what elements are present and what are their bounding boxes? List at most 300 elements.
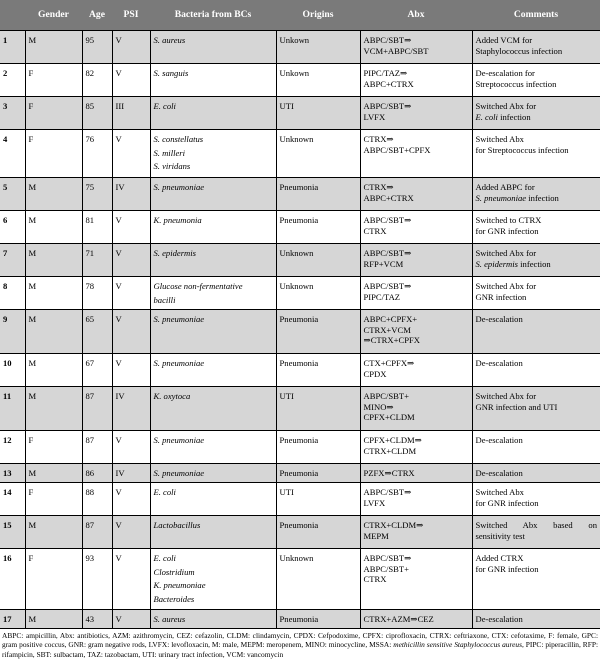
comment-line: [476, 226, 598, 237]
cell-gender: [25, 64, 82, 97]
abx-regimen-line: CPDX: [363, 368, 387, 379]
cell-origin: [276, 354, 360, 387]
abx-regimen-line: CTRX+CLDM⇒: [363, 520, 424, 530]
table-row: [0, 64, 600, 97]
cell-comments: [472, 64, 600, 97]
cell-case-number: [0, 549, 25, 610]
abx-regimen-line: LVFX: [363, 497, 386, 508]
cell-origin: [276, 277, 360, 310]
gender-value: F: [28, 134, 34, 144]
abbreviations-footnote: [0, 629, 600, 659]
gender-value: M: [28, 358, 37, 368]
gender-value: M: [28, 520, 37, 530]
cell-psi: [112, 310, 150, 354]
abx-regimen-line: CTRX⇒: [363, 182, 394, 192]
abx-regimen-line: ABPC+CTRX: [363, 192, 414, 203]
comment-line: [476, 215, 598, 226]
origin-value: Pneumonia: [279, 614, 319, 624]
comment-line: [476, 35, 598, 46]
comment-text: De-escalation: [475, 435, 523, 445]
cell-origin: [276, 97, 360, 130]
origin-value: Pneumonia: [279, 215, 319, 225]
cell-origin: [276, 464, 360, 483]
cell-bacteria: [150, 516, 276, 549]
comment-text: Staphylococcus infection: [475, 45, 563, 56]
cell-psi: [112, 244, 150, 277]
table-row: [0, 387, 600, 431]
cell-bacteria: [150, 97, 276, 130]
case-number: 10: [3, 358, 12, 368]
cell-bacteria: [150, 483, 276, 516]
cell-comments: [472, 244, 600, 277]
abx-regimen-line: CTRX⇒: [363, 134, 394, 144]
cell-abx: [360, 483, 472, 516]
cell-psi: [112, 211, 150, 244]
age-value: 65: [85, 314, 95, 324]
cell-gender: [25, 431, 82, 464]
cell-case-number: [0, 310, 25, 354]
cell-gender: [25, 610, 82, 629]
case-number: 1: [3, 35, 8, 45]
cell-bacteria: [150, 31, 276, 64]
abx-regimen-line: MINO⇒: [363, 401, 394, 412]
abx-regimen-line: MEPM: [363, 530, 389, 541]
psi-value: IV: [115, 182, 125, 192]
origin-value: Pneumonia: [279, 358, 319, 368]
cell-origin: [276, 310, 360, 354]
table-body: [0, 31, 600, 629]
cell-case-number: [0, 387, 25, 431]
cell-abx: [360, 211, 472, 244]
cell-comments: [472, 97, 600, 130]
case-number: 11: [3, 391, 12, 401]
psi-value: V: [115, 281, 122, 291]
psi-value: V: [115, 68, 122, 78]
age-value: 78: [85, 281, 95, 291]
cell-age: [82, 130, 112, 178]
cell-gender: [25, 211, 82, 244]
abx-regimen-line: ABPC+CTRX: [363, 78, 414, 89]
bacteria-name: S. constellatus: [153, 134, 204, 144]
psi-value: V: [115, 358, 122, 368]
gender-value: M: [28, 614, 37, 624]
gender-value: M: [28, 182, 37, 192]
table-row: [0, 431, 600, 464]
comment-text: Switched to CTRX: [475, 215, 542, 225]
abx-regimen-line: ABPC/SBT⇒: [363, 215, 412, 225]
cell-gender: [25, 130, 82, 178]
cell-age: [82, 549, 112, 610]
cell-abx: [360, 31, 472, 64]
table-row: [0, 610, 600, 629]
comment-text: infection: [518, 258, 551, 269]
gender-value: F: [28, 435, 34, 445]
cell-abx: [360, 549, 472, 610]
abx-regimen-line: PIPC/TAZ: [363, 291, 401, 302]
col-header-number: [0, 0, 25, 31]
cell-abx: [360, 244, 472, 277]
cell-bacteria: [150, 244, 276, 277]
cell-psi: [112, 130, 150, 178]
cell-bacteria: [150, 178, 276, 211]
gender-value: M: [28, 248, 37, 258]
psi-value: V: [115, 248, 122, 258]
table-row: [0, 516, 600, 549]
origin-value: Pneumonia: [279, 314, 319, 324]
comment-line: [476, 145, 598, 156]
bacteria-name: S. pneumoniae: [153, 435, 205, 445]
abx-regimen-line: CTX+CPFX⇒: [363, 358, 415, 368]
cell-psi: [112, 516, 150, 549]
cell-bacteria: [150, 277, 276, 310]
cell-case-number: [0, 31, 25, 64]
cell-bacteria: [150, 211, 276, 244]
cell-psi: [112, 387, 150, 431]
bacteria-name: K. oxytoca: [153, 391, 191, 401]
age-value: 87: [85, 520, 95, 530]
col-header-origins: Origins: [276, 0, 360, 31]
abx-regimen-line: CTRX+AZM⇒CEZ: [363, 614, 434, 624]
cell-psi: [112, 431, 150, 464]
table-row: [0, 483, 600, 516]
psi-value: IV: [115, 468, 125, 478]
bacteria-name: E. coli: [153, 487, 176, 497]
col-header-age: Age: [82, 0, 112, 31]
abx-regimen-line: ABPC/SBT⇒: [363, 248, 412, 258]
gender-value: F: [28, 487, 34, 497]
gender-value: M: [28, 314, 37, 324]
gender-value: M: [28, 215, 37, 225]
comment-text: Streptococcus infection: [475, 78, 557, 89]
col-header-abx: Abx: [360, 0, 472, 31]
psi-value: V: [115, 35, 122, 45]
cell-abx: [360, 310, 472, 354]
abx-regimen-line: ABPC/SBT⇒: [363, 35, 412, 45]
cell-case-number: [0, 464, 25, 483]
comment-text: Switched Abx: [475, 487, 524, 497]
cell-abx: [360, 387, 472, 431]
cell-comments: [472, 516, 600, 549]
age-value: 67: [85, 358, 95, 368]
cell-gender: [25, 483, 82, 516]
case-number: 4: [3, 134, 8, 144]
cell-case-number: [0, 178, 25, 211]
cell-psi: [112, 31, 150, 64]
cell-origin: [276, 610, 360, 629]
cell-comments: [472, 310, 600, 354]
comment-text: infection: [497, 111, 531, 122]
gender-value: M: [28, 35, 37, 45]
cell-comments: [472, 610, 600, 629]
cell-abx: [360, 178, 472, 211]
psi-value: III: [115, 101, 125, 111]
age-value: 76: [85, 134, 95, 144]
bacteria-name: Clostridium: [153, 566, 195, 577]
psi-value: V: [115, 553, 122, 563]
comment-text: De-escalation: [475, 614, 523, 624]
psi-value: V: [115, 215, 122, 225]
table-row: [0, 130, 600, 178]
comment-text: for Streptococcus infection: [475, 144, 569, 155]
cell-case-number: [0, 244, 25, 277]
cell-gender: [25, 97, 82, 130]
comment-line: [476, 101, 598, 112]
cell-psi: [112, 610, 150, 629]
bacteria-name: Lactobacillus: [153, 520, 201, 530]
origin-value: UTI: [279, 391, 294, 401]
table-row: [0, 549, 600, 610]
cell-abx: [360, 610, 472, 629]
cell-bacteria: [150, 310, 276, 354]
age-value: 87: [85, 435, 95, 445]
bacteria-name: Bacteroides: [153, 593, 195, 604]
age-value: 43: [85, 614, 95, 624]
comment-text: Added VCM for: [475, 35, 533, 45]
age-value: 75: [85, 182, 95, 192]
psi-value: V: [115, 520, 122, 530]
comment-text: E. coli: [475, 111, 498, 122]
cell-bacteria: [150, 387, 276, 431]
origin-value: Pneumonia: [279, 468, 319, 478]
col-header-psi: PSI: [112, 0, 150, 31]
cell-age: [82, 97, 112, 130]
psi-value: IV: [115, 391, 125, 401]
footnote-text-1: ABPC: ampicillin, Abx: antibiotics, AZM: azithromycin, CEZ: cefazolin, CLDM: clindamycin, CPDX: Cefpodoxime, CPFX: ciprofloxacin, CTRX: ceftriaxone, CTX: cefotaxime, F: female, GPC: gram positive coccus, GNR: gram negative rods, LVFX: levofloxacin, M: male, MEPM: meropenem, MINO: minocycline, MSSA:: [2, 631, 598, 650]
abx-regimen-line: CTRX: [363, 225, 387, 236]
bacteria-name: S. epidermis: [153, 248, 196, 258]
age-value: 85: [85, 101, 95, 111]
cell-case-number: [0, 431, 25, 464]
cell-age: [82, 387, 112, 431]
col-header-comments: Comments: [472, 0, 600, 31]
bacteria-name: S. pneumoniae: [153, 468, 205, 478]
abx-regimen-line: PIPC/TAZ⇒: [363, 68, 408, 78]
origin-value: UTI: [279, 487, 294, 497]
comment-text: Added ABPC for: [475, 182, 535, 192]
age-value: 86: [85, 468, 95, 478]
age-value: 87: [85, 391, 95, 401]
comment-text: infection: [526, 192, 559, 203]
footnote-text-2: , PIPC: piperacillin, RFP: rifampicin, SBT: sulbactam, TAZ: tazobactam, UTI: urinary tract infection, VCM: vancomycin: [2, 640, 598, 659]
cell-origin: [276, 130, 360, 178]
cell-psi: [112, 178, 150, 211]
cell-comments: [472, 483, 600, 516]
cell-abx: [360, 431, 472, 464]
cell-case-number: [0, 97, 25, 130]
origin-value: Unknown: [279, 134, 314, 144]
cell-bacteria: [150, 464, 276, 483]
comment-text: De-escalation: [475, 468, 523, 478]
cell-comments: [472, 31, 600, 64]
abx-regimen-line: ABPC/SBT+: [363, 391, 409, 401]
bacteria-name: E. coli: [153, 101, 176, 111]
comment-line: [476, 468, 598, 479]
comment-line: [476, 134, 598, 145]
abx-regimen-line: CPFX+CLDM: [363, 412, 415, 423]
comment-text: Switched Abx based on: [475, 520, 597, 530]
origin-value: UTI: [279, 101, 294, 111]
gender-value: M: [28, 468, 37, 478]
bacteria-name: S. sanguis: [153, 68, 189, 78]
cell-case-number: [0, 354, 25, 387]
origin-value: Unknown: [279, 248, 314, 258]
origin-value: Pneumonia: [279, 520, 319, 530]
col-header-bacteria: Bacteria from BCs: [150, 0, 276, 31]
cell-comments: [472, 354, 600, 387]
age-value: 95: [85, 35, 95, 45]
age-value: 71: [85, 248, 95, 258]
cell-psi: [112, 483, 150, 516]
abx-regimen-line: ABPC/SBT⇒: [363, 101, 412, 111]
comment-text: De-escalation: [475, 314, 523, 324]
comment-line: [476, 498, 598, 509]
age-value: 82: [85, 68, 95, 78]
comment-text: for GNR infection: [475, 497, 539, 508]
comment-line: [476, 614, 598, 625]
cell-age: [82, 310, 112, 354]
cell-comments: [472, 549, 600, 610]
comment-text: De-escalation for: [475, 68, 535, 78]
case-number: 12: [3, 435, 12, 445]
table-row: [0, 178, 600, 211]
comment-line: [476, 358, 598, 369]
bacteria-name: S. viridans: [153, 161, 191, 172]
table-row: [0, 31, 600, 64]
cell-gender: [25, 464, 82, 483]
comment-text: De-escalation: [475, 358, 523, 368]
psi-value: V: [115, 314, 122, 324]
bacteria-name: E. coli: [153, 553, 176, 563]
cell-age: [82, 610, 112, 629]
cell-gender: [25, 277, 82, 310]
origin-value: Unkown: [279, 68, 310, 78]
origin-value: Pneumonia: [279, 182, 319, 192]
comment-text: Switched Abx: [475, 134, 524, 144]
cell-comments: [472, 178, 600, 211]
comment-line: [476, 46, 598, 57]
table-header-row: [0, 0, 600, 31]
cell-age: [82, 277, 112, 310]
abx-regimen-line: ABPC+CPFX+: [363, 314, 418, 324]
cell-gender: [25, 387, 82, 431]
comment-text: for GNR infection: [475, 225, 539, 236]
abx-regimen-line: ABPC/SBT⇒: [363, 487, 412, 497]
cell-bacteria: [150, 354, 276, 387]
comment-text: Switched Abx for: [475, 248, 537, 258]
comment-line: [476, 564, 598, 575]
cell-gender: [25, 310, 82, 354]
abx-regimen-line: LVFX: [363, 111, 386, 122]
comment-line: [476, 520, 598, 531]
cell-age: [82, 31, 112, 64]
abx-regimen-line: VCM+ABPC/SBT: [363, 45, 429, 56]
abx-regimen-line: ABPC/SBT⇒: [363, 281, 412, 291]
cell-origin: [276, 483, 360, 516]
cell-abx: [360, 97, 472, 130]
comment-text: for GNR infection: [475, 563, 539, 574]
cell-comments: [472, 387, 600, 431]
bacteria-name: S. milleri: [153, 147, 186, 158]
bacteria-name: K. pneumonia: [153, 215, 202, 225]
abx-regimen-line: CTRX+VCM: [363, 324, 411, 335]
comment-text: Added CTRX: [475, 553, 524, 563]
age-value: 88: [85, 487, 95, 497]
case-number: 15: [3, 520, 12, 530]
comment-line: [476, 248, 598, 259]
case-number: 2: [3, 68, 8, 78]
cell-bacteria: [150, 610, 276, 629]
origin-value: Unknown: [279, 281, 314, 291]
cell-origin: [276, 244, 360, 277]
comment-text: Switched Abx for: [475, 101, 537, 111]
abx-regimen-line: ABPC/SBT+CPFX: [363, 144, 431, 155]
comment-line: [476, 402, 598, 413]
bacteria-name: S. pneumoniae: [153, 314, 205, 324]
cell-psi: [112, 354, 150, 387]
comment-line: [476, 281, 598, 292]
table-row: [0, 244, 600, 277]
abx-regimen-line: CTRX: [363, 574, 387, 585]
cell-gender: [25, 354, 82, 387]
cell-bacteria: [150, 549, 276, 610]
cell-comments: [472, 277, 600, 310]
cell-abx: [360, 354, 472, 387]
cell-origin: [276, 211, 360, 244]
case-number: 17: [3, 614, 12, 624]
cell-gender: [25, 244, 82, 277]
cell-case-number: [0, 483, 25, 516]
comment-text: GNR infection and UTI: [475, 401, 558, 412]
abx-regimen-line: RFP+VCM: [363, 258, 404, 269]
footnote-italic-term: methicillin sensitive Staphylococcus aureus: [393, 640, 522, 650]
case-number: 5: [3, 182, 8, 192]
cell-origin: [276, 516, 360, 549]
gender-value: M: [28, 391, 37, 401]
cell-comments: [472, 431, 600, 464]
table-row: [0, 277, 600, 310]
comment-line: [476, 553, 598, 564]
cell-abx: [360, 516, 472, 549]
comment-text: Switched Abx for: [475, 281, 537, 291]
abx-regimen-line: CTRX+CLDM: [363, 445, 417, 456]
case-number: 9: [3, 314, 8, 324]
psi-value: V: [115, 614, 122, 624]
cell-comments: [472, 211, 600, 244]
cell-case-number: [0, 64, 25, 97]
bacteria-name: K. pneumoniae: [153, 580, 206, 591]
cell-abx: [360, 464, 472, 483]
comment-text: GNR infection: [475, 291, 527, 302]
comment-text: sensitivity test: [475, 530, 525, 541]
cell-age: [82, 464, 112, 483]
bacteria-name: S. pneumoniae: [153, 182, 205, 192]
table-row: [0, 464, 600, 483]
col-header-gender: Gender: [25, 0, 82, 31]
cell-psi: [112, 464, 150, 483]
cell-abx: [360, 130, 472, 178]
case-number: 3: [3, 101, 8, 111]
cell-origin: [276, 387, 360, 431]
cell-gender: [25, 549, 82, 610]
comment-line: [476, 435, 598, 446]
cell-age: [82, 64, 112, 97]
cell-origin: [276, 431, 360, 464]
cell-case-number: [0, 130, 25, 178]
case-number: 6: [3, 215, 8, 225]
cell-origin: [276, 31, 360, 64]
comment-line: [476, 259, 598, 270]
case-number: 8: [3, 281, 8, 291]
